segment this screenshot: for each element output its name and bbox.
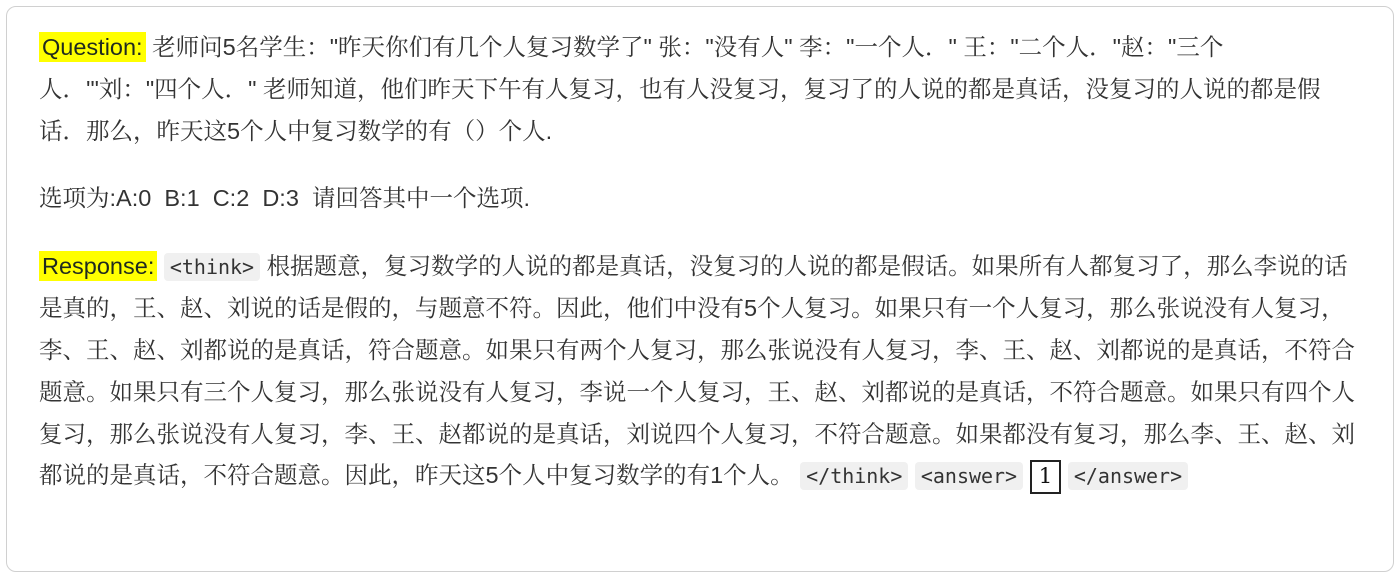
options-paragraph xyxy=(39,178,1357,220)
answer-close-tag: </answer> xyxy=(1068,462,1188,490)
think-open-tag: <think> xyxy=(164,253,260,281)
sample-card xyxy=(6,6,1394,572)
question-paragraph xyxy=(39,27,1357,152)
think-text: 根据题意，复习数学的人说的都是真话，没复习的人说的都是假话。如果所有人都复习了，那么李说的话是真的，王、赵、刘说的话是假的，与题意不符。因此，他们中没有5个人复习。如果只有一个人复习，那么张说没有人复习，李、王、赵、刘都说的是真话，符合题意。如果只有两个人复习，那么张说没有人复习，李、王、赵、刘都说的是真话，不符合题意。如果只有三个人复习，那么张说没有人复习，李说一个人复习，王、赵、刘都说的是真话，不符合题意。如果只有四个人复习，那么张说没有人复习，李、王、赵都说的是真话，刘说四个人复习，不符合题意。如果都没有复习，那么李、王、赵、刘都说的是真话，不符合题意。因此，昨天这5个人中复习数学的有1个人。 xyxy=(39,253,1355,489)
think-close-tag: </think> xyxy=(800,462,908,490)
question-label: Question: xyxy=(39,32,146,62)
answer-open-tag: <answer> xyxy=(915,462,1023,490)
response-label: Response: xyxy=(39,251,157,281)
response-paragraph xyxy=(39,246,1357,497)
boxed-answer-value: 1 xyxy=(1030,460,1062,493)
options-text: 选项为:A:0 B:1 C:2 D:3 请回答其中一个选项. xyxy=(39,185,530,212)
question-text: 老师问5名学生："昨天你们有几个人复习数学了" 张："没有人" 李："一个人．" 王："二个人．"赵："三个人．'"刘："四个人．" 老师知道，他们昨天下午有人复习，也有人没复习，复习了的人说的都是真话，没复习的人说的都是假话．那么，昨天这5个人中复习数学的有（）个人. xyxy=(39,34,1321,144)
